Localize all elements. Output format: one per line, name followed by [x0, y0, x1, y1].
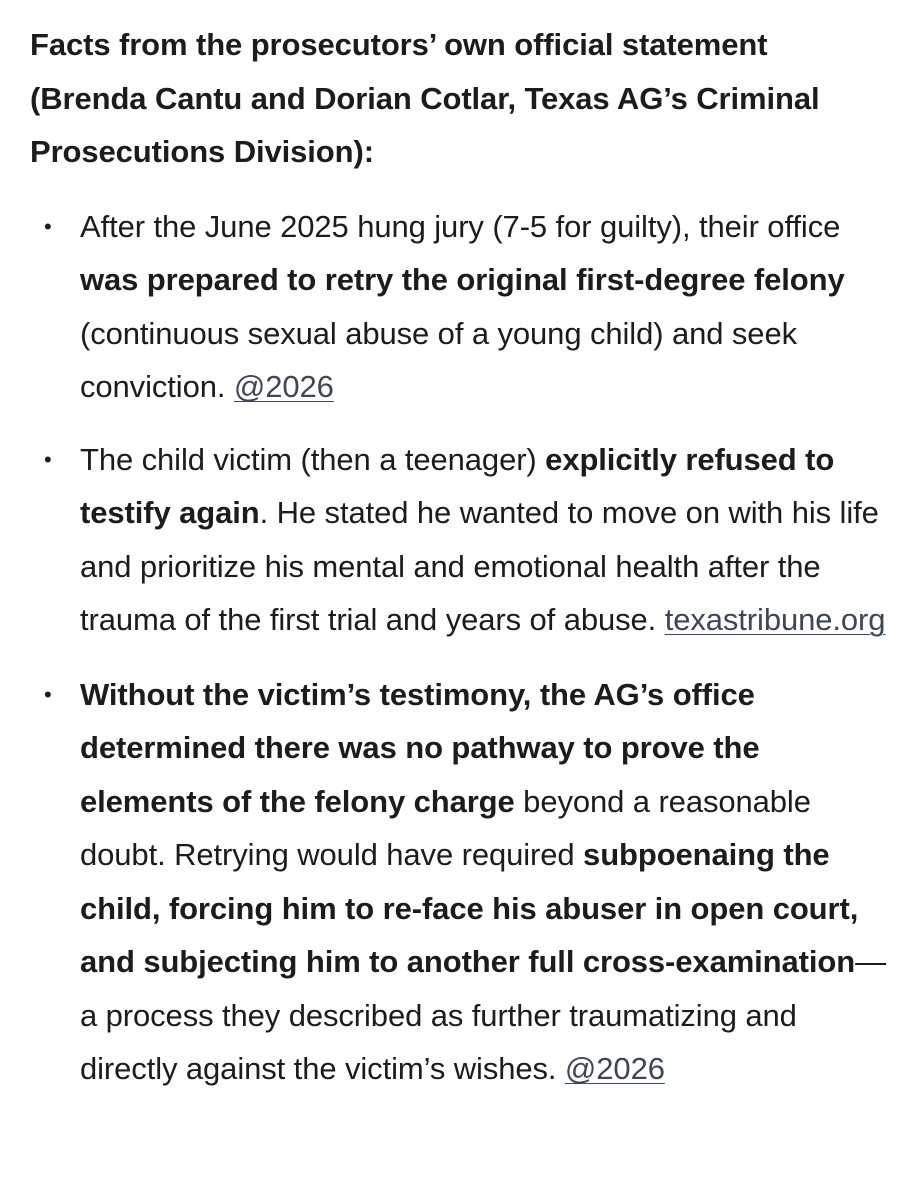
- text-run: . He stated he wanted to move on with his life and prioritize his mental and emotional health after the trauma of the first trial and years of abuse.: [80, 495, 879, 637]
- bullet-text: [80, 677, 886, 1087]
- source-link[interactable]: texastribune.org: [664, 602, 886, 637]
- bold-text-run: subpoenaing the child, forcing him to re-face his abuser in open court, and subjecting him to another full cross-examination: [80, 837, 859, 979]
- bullet-item: [30, 433, 892, 647]
- bullet-dot-icon: •: [44, 446, 52, 472]
- bold-text-run: Without the victim’s testimony, the AG’s office determined there was no pathway to prove the elements of the felony charge: [80, 676, 760, 819]
- bold-text-run: explicitly refused to testify again: [80, 441, 835, 530]
- text-run: The child victim (then a teenager): [80, 441, 546, 477]
- document-body: [30, 18, 892, 1096]
- text-run: (continuous sexual abuse of a young child) and seek conviction.: [80, 315, 797, 404]
- source-link[interactable]: @2026: [564, 1051, 665, 1086]
- bullet-item: [30, 668, 892, 1096]
- bold-text-run: was prepared to retry the original first-degree felony: [80, 262, 845, 297]
- source-link[interactable]: @2026: [233, 369, 334, 404]
- bullet-text: [80, 209, 845, 405]
- bullet-item: [30, 200, 892, 414]
- bullet-list: [30, 200, 892, 1096]
- text-run: beyond a reasonable doubt. Retrying would have required: [80, 783, 811, 872]
- bullet-text: [80, 442, 885, 638]
- text-run: —a process they described as further traumatizing and directly against the victim’s wishes.: [80, 944, 886, 1086]
- bullet-dot-icon: •: [44, 681, 52, 707]
- section-heading: Facts from the prosecutors’ own official statement (Brenda Cantu and Dorian Cotlar, Texas AG’s Criminal Prosecutions Division):: [30, 27, 820, 169]
- bullet-dot-icon: •: [44, 213, 52, 239]
- text-run: After the June 2025 hung jury (7-5 for guilty), their office: [80, 208, 841, 244]
